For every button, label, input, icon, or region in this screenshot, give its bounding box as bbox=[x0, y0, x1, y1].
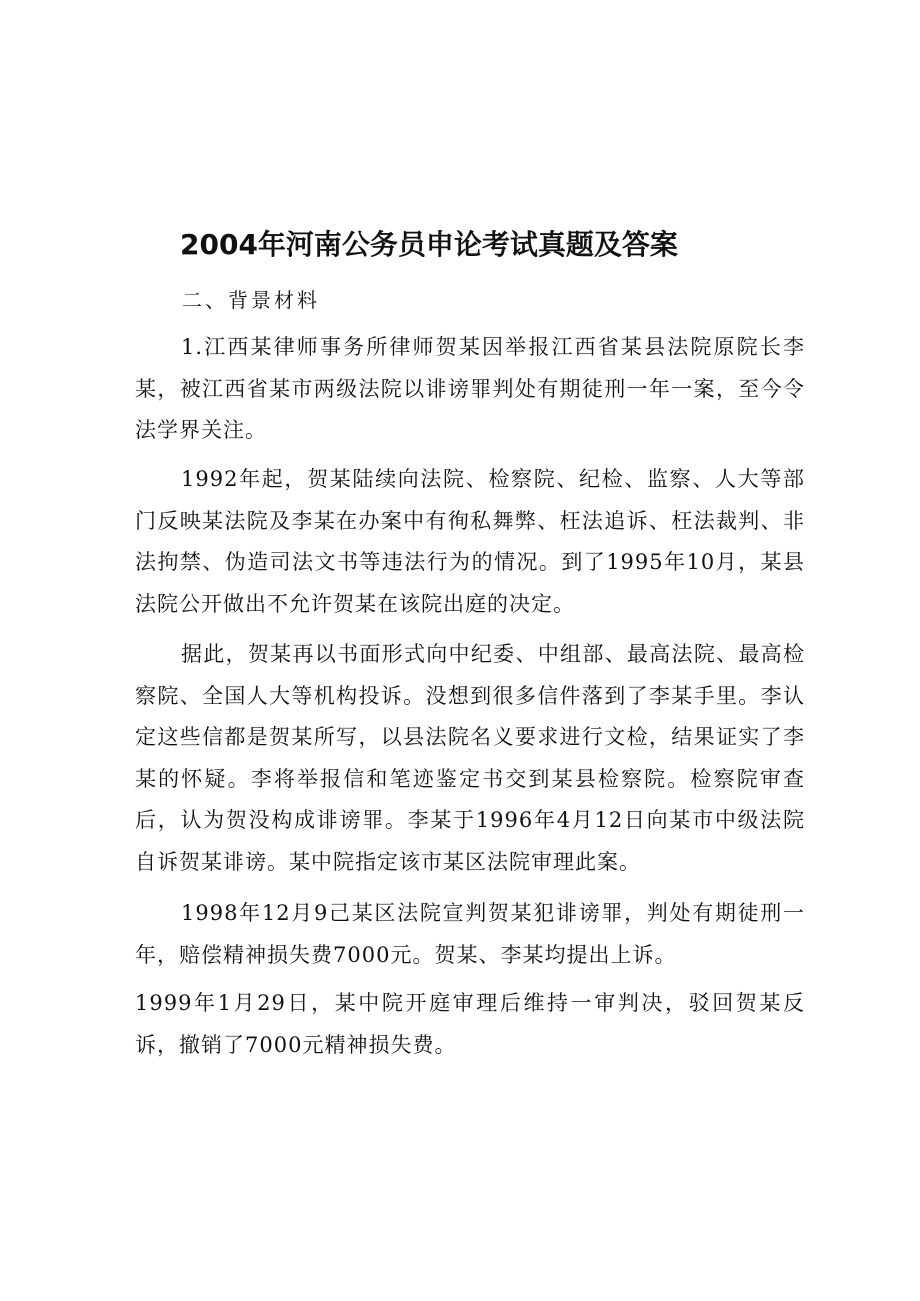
paragraph-2: 1992年起，贺某陆续向法院、检察院、纪检、监察、人大等部门反映某法院及李某在办案中有徇私舞弊、枉法追诉、枉法裁判、非法拘禁、伪造司法文书等违法行为的情况。到了1995年10月，某县法院公开做出不允许贺某在该院出庭的决定。 bbox=[135, 467, 805, 616]
document-title: 2004年河南公务员申论考试真题及答案 bbox=[180, 228, 678, 261]
paragraph-3: 据此，贺某再以书面形式向中纪委、中组部、最高法院、最高检察院、全国人大等机构投诉。没想到很多信件落到了李某手里。李认定这些信都是贺某所写，以县法院名义要求进行文检，结果证实了李某的怀疑。李将举报信和笔迹鉴定书交到某县检察院。检察院审查后，认为贺没构成诽谤罪。李某于1996年4月12日向某市中级法院自诉贺某诽谤。某中院指定该市某区法院审理此案。 bbox=[135, 642, 805, 874]
paragraph-1: 1.江西某律师事务所律师贺某因举报江西省某县法院原院长李某，被江西省某市两级法院以诽谤罪判处有期徒刑一年一案，至今令法学界关注。 bbox=[135, 335, 805, 442]
section-heading: 二、背景材料 bbox=[182, 288, 320, 312]
paragraph-5: 1999年1月29日，某中院开庭审理后维持一审判决，驳回贺某反诉，撤销了7000元精神损失费。 bbox=[135, 991, 805, 1057]
paragraph-4: 1998年12月9己某区法院宣判贺某犯诽谤罪，判处有期徒刑一年，赔偿精神损失费7000元。贺某、李某均提出上诉。 bbox=[135, 901, 805, 967]
